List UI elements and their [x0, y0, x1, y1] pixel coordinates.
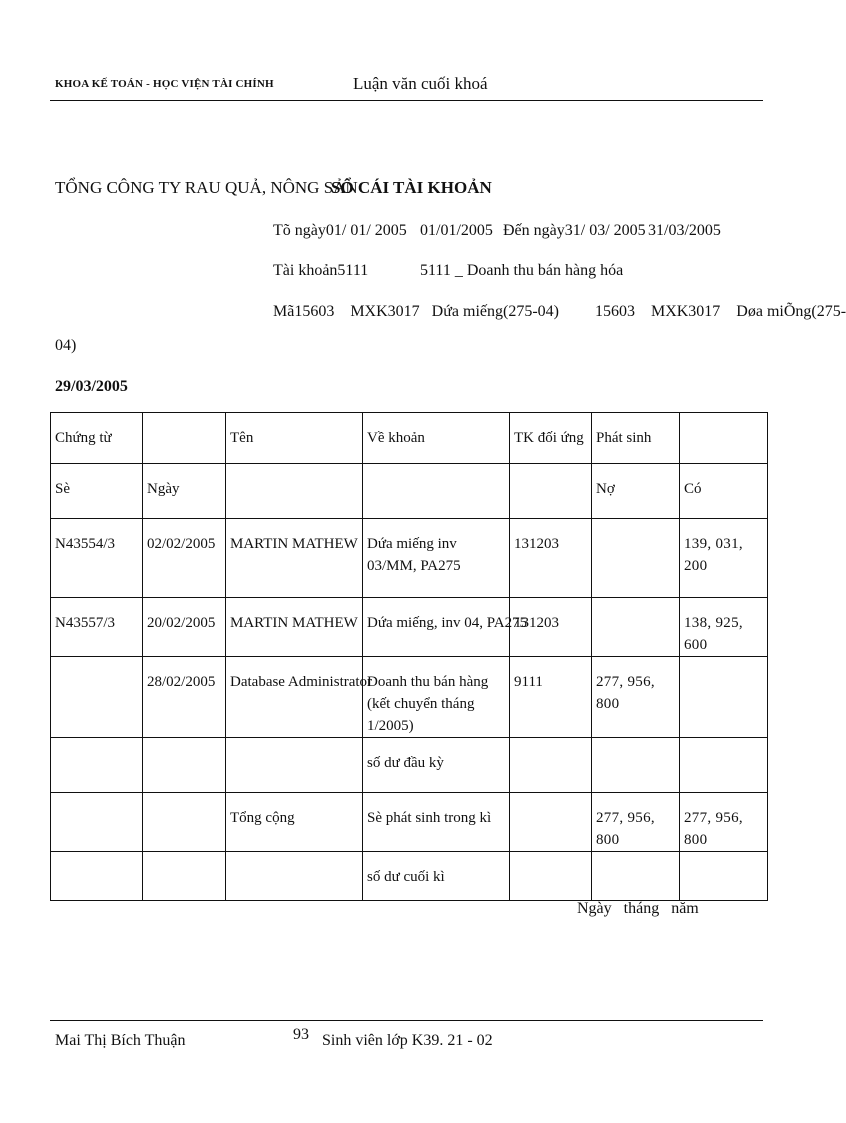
cell-contra-account [510, 793, 592, 852]
cell-description: Dứa miếng, inv 04, PA275 [363, 598, 510, 657]
header-cell [510, 464, 592, 519]
table-row [51, 519, 768, 598]
header-thesis-title: Luận văn cuối khoá [353, 74, 488, 93]
to-date-label: Đến ngày31/ 03/ 2005 [503, 222, 646, 239]
account-value: 5111 _ Doanh thu bán hàng hóa [420, 262, 624, 279]
cell-date [143, 852, 226, 901]
product-code-wrap: 04) [55, 337, 77, 354]
table-row [51, 738, 768, 793]
cell-name: MARTIN MATHEW [226, 598, 363, 657]
signature-date: Ngày tháng năm [577, 900, 699, 917]
cell-contra-account [510, 738, 592, 793]
table-header-row [51, 413, 768, 464]
ledger-title: SỔ CÁI TÀI KHOẢN [331, 178, 492, 197]
cell-date: 28/02/2005 [143, 657, 226, 738]
cell-doc-number [51, 852, 143, 901]
cell-name: Tổng cộng [226, 793, 363, 852]
header-cell [143, 413, 226, 464]
cell-doc-number [51, 738, 143, 793]
table-row [51, 657, 768, 738]
header-cell [226, 464, 363, 519]
cell-credit [680, 738, 768, 793]
to-date-value: 31/03/2005 [648, 222, 721, 239]
cell-doc-number: N43554/3 [51, 519, 143, 598]
table-row [51, 793, 768, 852]
header-cell: Về khoản [363, 413, 510, 464]
footer-author: Mai Thị Bích Thuận [55, 1032, 186, 1049]
cell-credit [680, 657, 768, 738]
cell-doc-number [51, 793, 143, 852]
cell-date [143, 738, 226, 793]
cell-name [226, 738, 363, 793]
header-rule [50, 100, 763, 101]
cell-credit: 138, 925, 600 [680, 598, 768, 657]
cell-name: MARTIN MATHEW [226, 519, 363, 598]
cell-debit [592, 519, 680, 598]
cell-contra-account: 131203 [510, 519, 592, 598]
account-label: Tài khoản5111 [273, 262, 369, 279]
cell-date: 20/02/2005 [143, 598, 226, 657]
table-row [51, 598, 768, 657]
cell-debit [592, 598, 680, 657]
header-cell [680, 413, 768, 464]
footer-rule [50, 1020, 763, 1021]
footer-class: Sinh viên lớp K39. 21 - 02 [322, 1032, 493, 1049]
cell-debit: 277, 956, 800 [592, 657, 680, 738]
cell-contra-account [510, 852, 592, 901]
from-date-value: 01/01/2005 [420, 222, 493, 239]
header-cell: Phát sinh [592, 413, 680, 464]
table-subheader-row [51, 464, 768, 519]
cell-credit: 139, 031, 200 [680, 519, 768, 598]
cell-description: số dư đầu kỳ [363, 738, 510, 793]
cell-credit [680, 852, 768, 901]
header-cell: Sè [51, 464, 143, 519]
cell-description: số dư cuối kì [363, 852, 510, 901]
product-code-line: Mã15603 MXK3017 Dứa miếng(275-04) 15603 MXK3017 Døa miÕng(275- [273, 303, 846, 320]
cell-doc-number: N43557/3 [51, 598, 143, 657]
header-faculty: KHOA KẾ TOÁN - HỌC VIỆN TÀI CHÍNH [55, 78, 274, 90]
from-date-label: Tõ ngày01/ 01/ 2005 [273, 222, 407, 239]
header-cell: Ngày [143, 464, 226, 519]
header-cell: Có [680, 464, 768, 519]
header-cell [363, 464, 510, 519]
cell-date: 02/02/2005 [143, 519, 226, 598]
header-cell: Nợ [592, 464, 680, 519]
page-number: 93 [293, 1026, 309, 1043]
cell-credit: 277, 956, 800 [680, 793, 768, 852]
company-name: TỔNG CÔNG TY RAU QUẢ, NÔNG SẢN [55, 178, 358, 197]
header-cell: Tên [226, 413, 363, 464]
cell-doc-number [51, 657, 143, 738]
cell-contra-account: 131203 [510, 598, 592, 657]
cell-name [226, 852, 363, 901]
cell-description: Sè phát sinh trong kì [363, 793, 510, 852]
header-cell: Chứng từ [51, 413, 143, 464]
cell-debit: 277, 956, 800 [592, 793, 680, 852]
cell-debit [592, 738, 680, 793]
header-cell: TK đối ứng [510, 413, 592, 464]
cell-description: Doanh thu bán hàng (kết chuyển tháng 1/2005) [363, 657, 510, 738]
cell-name: Database Administrator [226, 657, 363, 738]
table-row [51, 852, 768, 901]
cell-date [143, 793, 226, 852]
cell-debit [592, 852, 680, 901]
ledger-table [50, 412, 768, 901]
cell-contra-account: 9111 [510, 657, 592, 738]
cell-description: Dứa miếng inv 03/MM, PA275 [363, 519, 510, 598]
report-date: 29/03/2005 [55, 378, 128, 395]
